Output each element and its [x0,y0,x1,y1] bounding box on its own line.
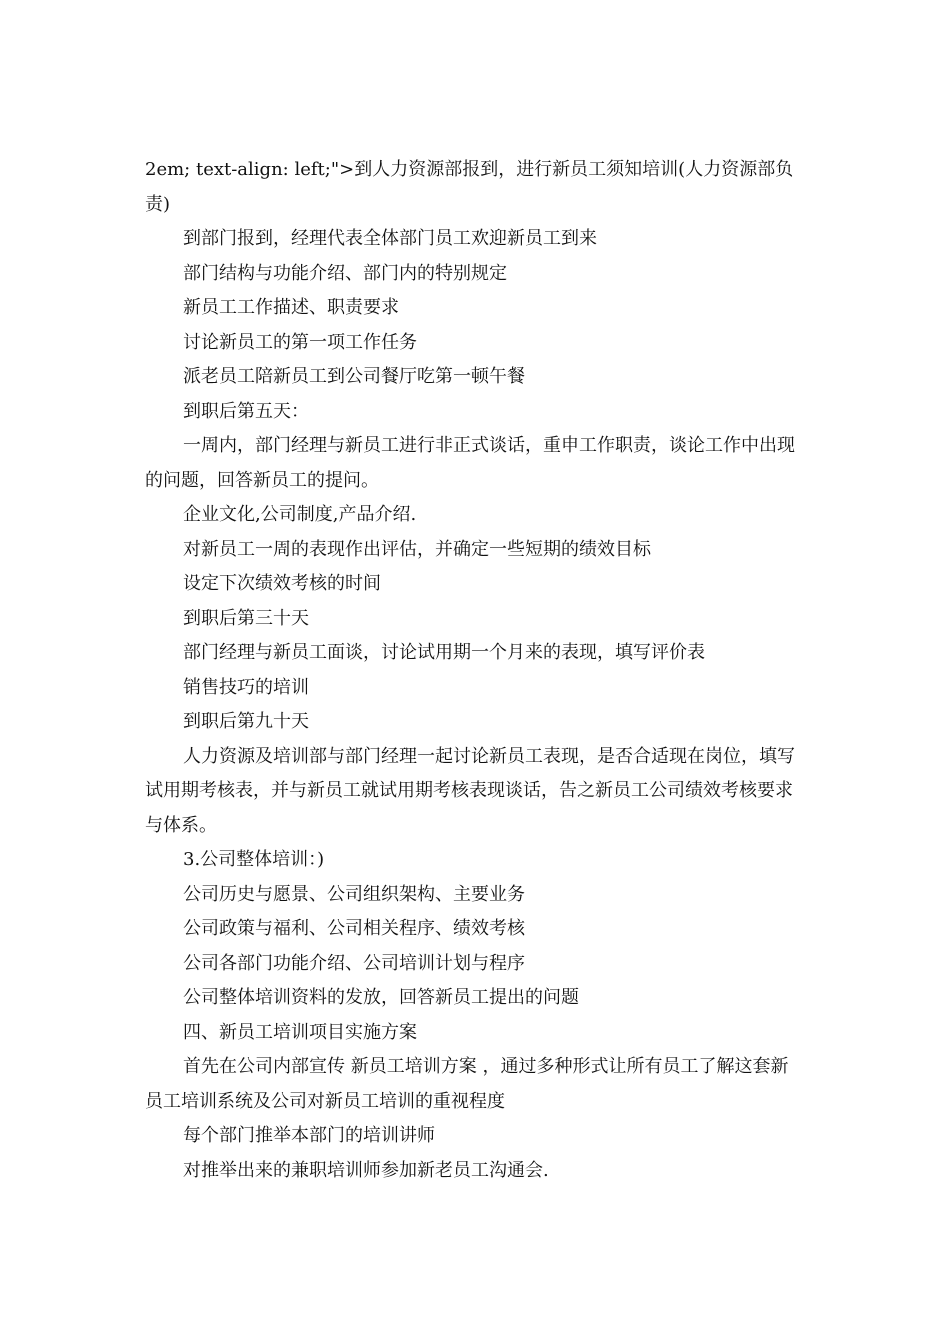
document-body [145,153,805,1188]
paragraph-4: 新员工工作描述、职责要求 [183,297,399,318]
paragraph-1: 2em; text-align: left;">到人力资源部报到，进行新员工须知培训(人力资源部负责) [145,159,794,215]
paragraph-21: 公司整体培训资料的发放，回答新员工提出的问题 [183,987,579,1008]
paragraph-13: 部门经理与新员工面谈，讨论试用期一个月来的表现，填写评价表 [183,642,705,663]
paragraph-5: 讨论新员工的第一项工作任务 [183,331,417,353]
paragraph-23: 首先在公司内部宣传 新员工培训方案 ，通过多种形式让所有员工了解这套新员工培训系统及公司对新员工培训的重视程度 [145,1056,789,1112]
paragraph-3: 部门结构与功能介绍、部门内的特别规定 [183,262,507,284]
paragraph-8: 一周内，部门经理与新员工进行非正式谈话，重申工作职责，谈论工作中出现的问题，回答新员工的提问。 [145,435,795,491]
paragraph-14: 销售技巧的培训 [183,676,309,698]
paragraph-25: 对推举出来的兼职培训师参加新老员工沟通会. [183,1159,549,1181]
paragraph-11: 设定下次绩效考核的时间 [183,573,381,594]
paragraph-24: 每个部门推举本部门的培训讲师 [183,1125,435,1146]
paragraph-10: 对新员工一周的表现作出评估，并确定一些短期的绩效目标 [183,538,651,560]
paragraph-6: 派老员工陪新员工到公司餐厅吃第一顿午餐 [183,366,525,387]
paragraph-20: 公司各部门功能介绍、公司培训计划与程序 [183,952,525,974]
paragraph-15: 到职后第九十天 [183,711,309,732]
paragraph-16: 人力资源及培训部与部门经理一起讨论新员工表现，是否合适现在岗位，填写试用期考核表，并与新员工就试用期考核表现谈话，告之新员工公司绩效考核要求与体系。 [145,745,795,836]
paragraph-18: 公司历史与愿景、公司组织架构、主要业务 [183,883,525,905]
paragraph-22: 四、新员工培训项目实施方案 [183,1021,417,1043]
paragraph-7: 到职后第五天： [183,400,309,422]
paragraph-17: 3.公司整体培训：) [183,849,325,870]
paragraph-9: 企业文化,公司制度,产品介绍. [183,504,417,525]
paragraph-19: 公司政策与福利、公司相关程序、绩效考核 [183,918,525,939]
paragraph-12: 到职后第三十天 [183,607,309,629]
paragraph-2: 到部门报到，经理代表全体部门员工欢迎新员工到来 [183,228,597,249]
